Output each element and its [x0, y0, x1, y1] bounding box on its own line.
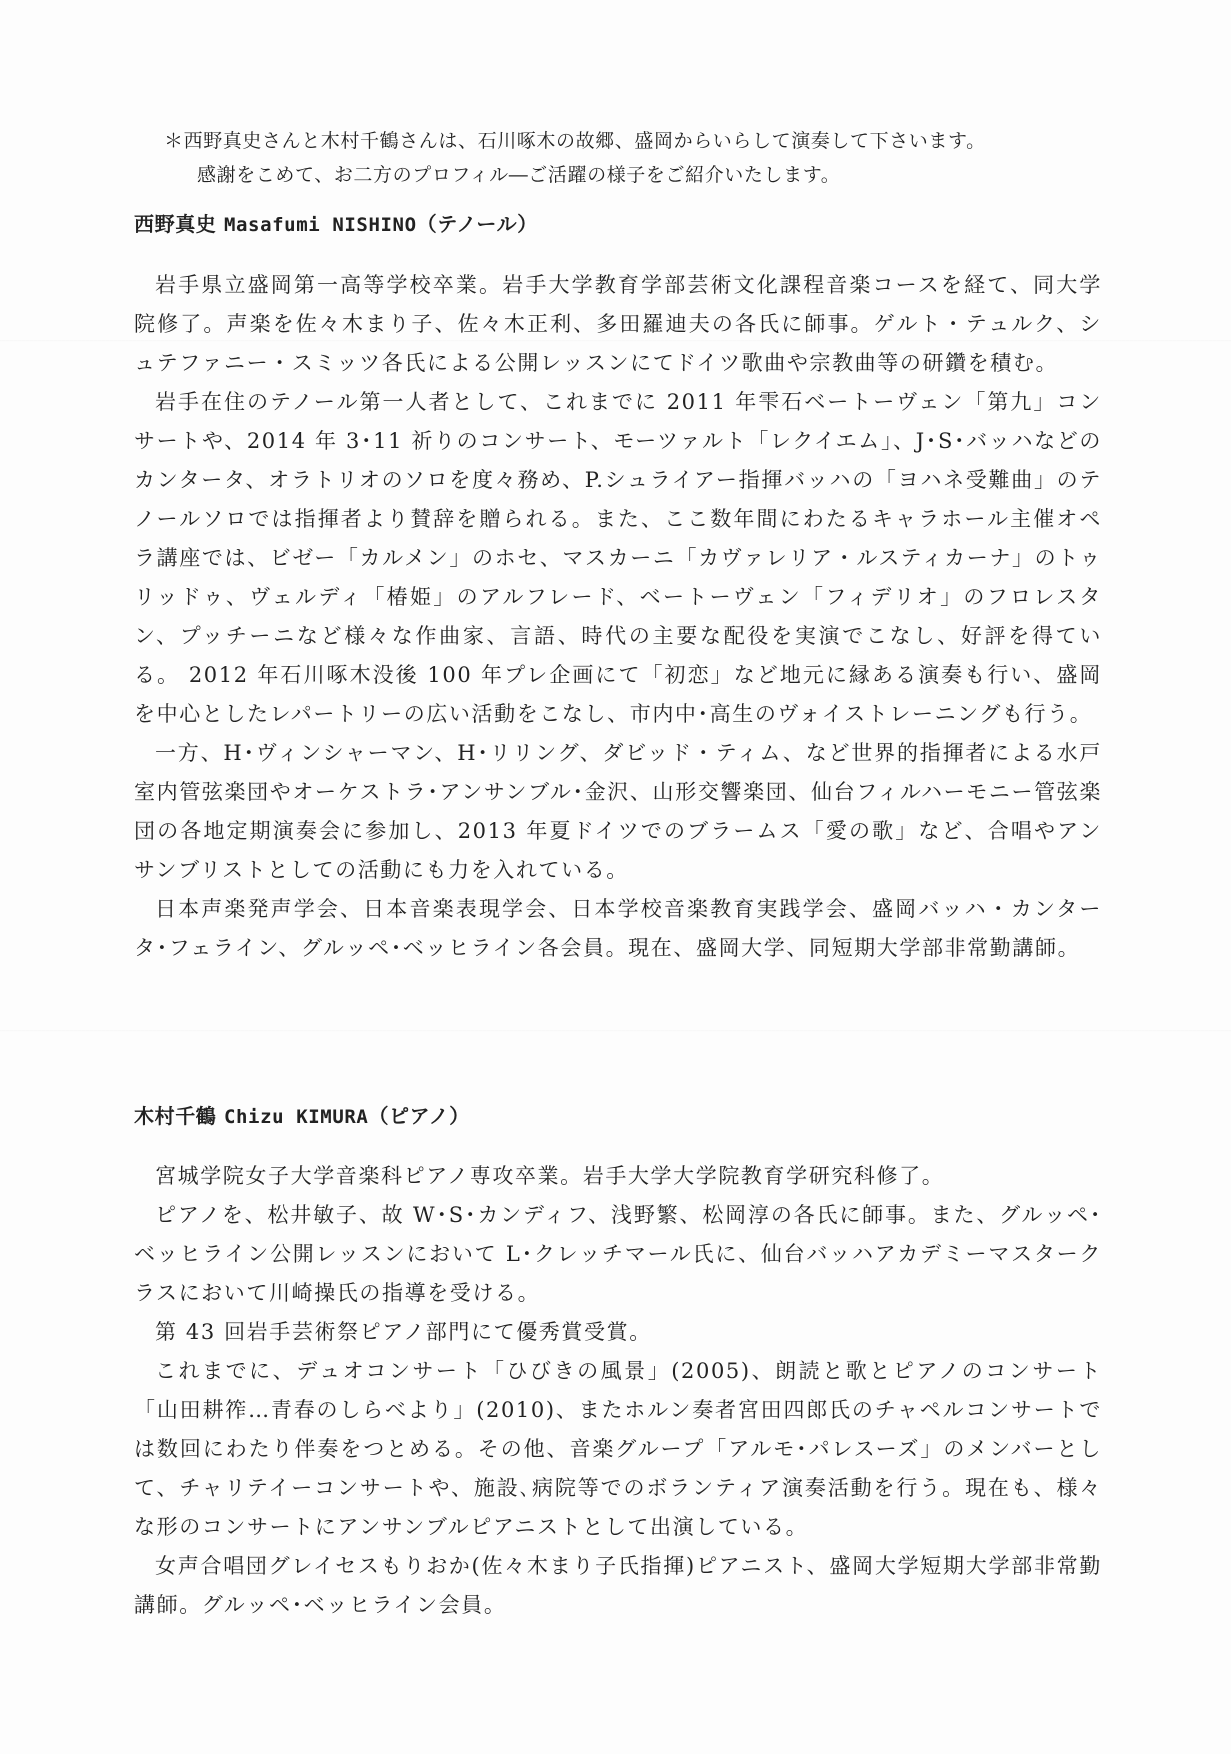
bio-paragraph: 女声合唱団グレイセスもりおか(佐々木まり子氏指揮)ピアニスト、盛岡大学短期大学部非常勤講師。グルッペ･ベッヒライン会員。 — [134, 1554, 1102, 1617]
performer-bio-kimura — [134, 1157, 1102, 1625]
bio-paragraph: 第 43 回岩手芸術祭ピアノ部門にて優秀賞受賞。 — [155, 1320, 652, 1344]
intro-line-1: ＊西野真史さんと木村千鶴さんは、石川啄木の故郷、盛岡からいらして演奏して下さいます。 — [164, 130, 986, 152]
performer-name-jp: 木村千鶴 — [134, 1104, 217, 1128]
bio-paragraph: 岩手県立盛岡第一高等学校卒業。岩手大学教育学部芸術文化課程音楽コースを経て、同大学院修了。声楽を佐々木まり子、佐々木正利、多田羅迪夫の各氏に師事。ゲルト・テュルク、シュテファニー・スミッツ各氏による公開レッスンにてドイツ歌曲や宗教曲等の研鑽を積む。 — [134, 273, 1102, 375]
intro-note — [164, 124, 1120, 192]
performer-bio-nishino — [134, 266, 1102, 968]
performer-name-jp: 西野真史 — [134, 212, 217, 236]
performer-name-latin: Chizu KIMURA — [223, 1106, 369, 1128]
bio-paragraph: これまでに、デュオコンサート「ひびきの風景」(2005)、朗読と歌とピアノのコンサート「山田耕筰…青春のしらべより」(2010)、またホルン奏者宮田四郎氏のチャペルコンサートでは数回にわたり伴奏をつとめる。その他、音楽グループ「アルモ･パレスーズ」のメンバーとして、チャリテイーコンサートや、施設､病院等でのボランティア演奏活動を行う。現在も、様々な形のコンサートにアンサンブルピアニストとして出演している。 — [134, 1359, 1102, 1539]
intro-line-2: 感謝をこめて、お二方のプロフィル―ご活躍の様子をご紹介いたします。 — [197, 164, 841, 186]
performer-heading-nishino — [134, 208, 538, 237]
bio-paragraph: 岩手在住のテノール第一人者として、これまでに 2011 年雫石ベートーヴェン「第九」コンサートや、2014 年 3･11 祈りのコンサート、モーツァルト「レクイエム」、J･S･バッハなどのカンタータ、オラトリオのソロを度々務め、P.シュライアー指揮バッハの「ヨハネ受難曲」のテノールソロでは指揮者より賛辞を贈られる。また、ここ数年間にわたるキャラホール主催オペラ講座では、ビゼー「カルメン」のホセ、マスカーニ「カヴァレリア・ルスティカーナ」のトゥリッドゥ、ヴェルディ「椿姫」のアルフレード、ベートーヴェン「フィデリオ」のフロレスタン、プッチーニなど様々な作曲家、言語、時代の主要な配役を実演でこなし、好評を得ている。 2012 年石川啄木没後 100 年プレ企画にて「初恋」など地元に縁ある演奏も行い、盛岡を中心としたレパートリーの広い活動をこなし、市内中･高生のヴォイストレーニングも行う。 — [134, 390, 1102, 726]
bio-paragraph: 日本声楽発声学会、日本音楽表現学会、日本学校音楽教育実践学会、盛岡バッハ・カンタータ･フェライン、グルッペ･ベッヒライン各会員。現在、盛岡大学、同短期大学部非常勤講師。 — [134, 897, 1102, 960]
fold-line — [0, 1030, 1231, 1032]
performer-name-latin: Masafumi NISHINO — [223, 214, 417, 236]
bio-paragraph: 一方、H･ヴィンシャーマン、H･リリング、ダビッド・ティム、など世界的指揮者による水戸室内管弦楽団やオーケストラ･アンサンブル･金沢、山形交響楽団、仙台フィルハーモニー管弦楽団の各地定期演奏会に参加し、2013 年夏ドイツでのブラームス「愛の歌」など、合唱やアンサンブリストとしての活動にも力を入れている。 — [134, 741, 1102, 882]
bio-paragraph: 宮城学院女子大学音楽科ピアノ専攻卒業。岩手大学大学院教育学研究科修了。 — [155, 1164, 945, 1188]
bio-paragraph: ピアノを、松井敏子、故 W･S･カンディフ、浅野繁、松岡淳の各氏に師事。また、グルッペ･ベッヒライン公開レッスンにおいて L･クレッチマール氏に、仙台バッハアカデミーマスタークラスにおいて川崎操氏の指導を受ける。 — [134, 1203, 1102, 1305]
performer-part: （テノール） — [416, 212, 538, 236]
performer-part: （ピアノ） — [368, 1104, 470, 1128]
performer-heading-kimura — [134, 1100, 470, 1129]
